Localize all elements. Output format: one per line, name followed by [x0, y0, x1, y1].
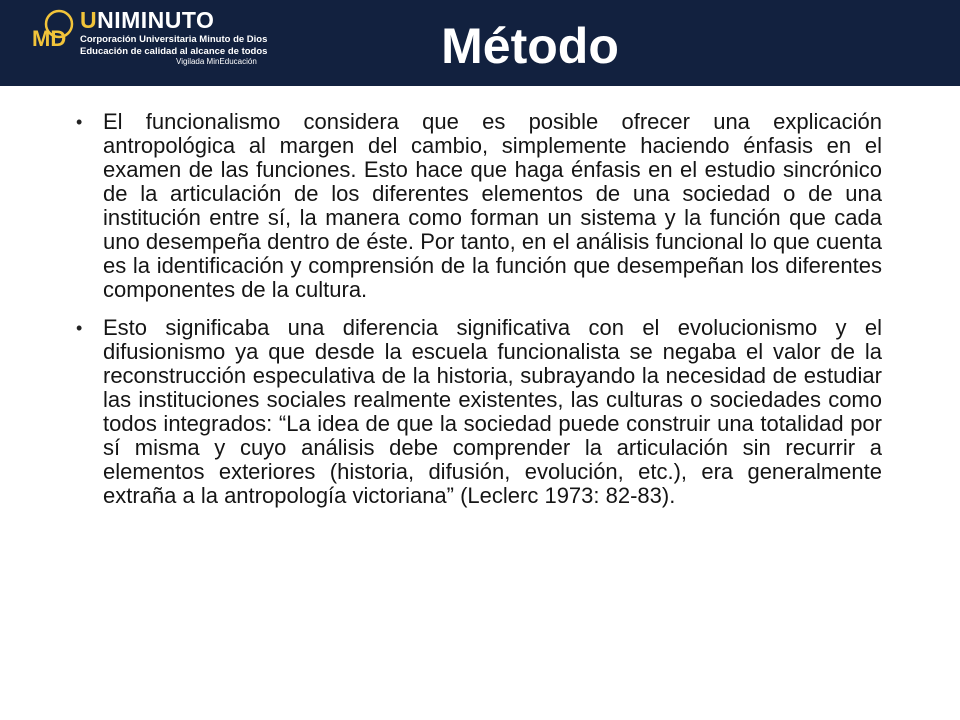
svg-text:MD: MD — [32, 26, 67, 51]
uniminuto-logo — [28, 7, 268, 69]
bullet-icon: • — [76, 112, 83, 132]
logo-text — [80, 9, 267, 66]
bullet-item — [76, 110, 882, 302]
logo-mark-icon — [28, 9, 76, 57]
logo-brand-rest: NIMINUTO — [97, 7, 215, 33]
logo-brand-initial: U — [80, 7, 98, 33]
logo-brand — [80, 9, 267, 32]
logo-line-3: Vigilada MinEducación — [176, 57, 257, 66]
slide-title: Método — [441, 18, 619, 74]
bullet-item — [76, 316, 882, 508]
header-bar — [0, 0, 960, 86]
logo-line-1: Corporación Universitaria Minuto de Dios — [80, 34, 268, 45]
bullet-text: Esto significaba una diferencia significativa con el evolucionismo y el difusionismo ya que desde la escuela funcionalista se negaba el valor de la reconstrucción especulativa de la historia, subrayando la necesidad de estudiar las instituciones sociales realmente existentes, las culturas o sociedades como todos integrados: “La idea de que la sociedad puede construir una totalidad por sí misma y cuyo análisis debe comprender la articulación sin recurrir a elementos exteriores (historia, difusión, evolución, etc.), era generalmente extraña a la antropología victoriana” (Leclerc 1973: 82-83). — [103, 315, 882, 508]
logo-line-2: Educación de calidad al alcance de todos — [80, 45, 268, 57]
bullet-icon: • — [76, 318, 83, 338]
bullet-text: El funcionalismo considera que es posible ofrecer una explicación antropológica al margen del cambio, simplemente haciendo énfasis en el examen de las funciones. Esto hace que haga énfasis en el estudio sincrónico de la articulación de los diferentes elementos de una sociedad o de una institución entre sí, la manera como forman un sistema y la función que cada uno desempeña dentro de éste. Por tanto, en el análisis funcional lo que cuenta es la identificación y comprensión de la función que desempeñan los diferentes componentes de la cultura. — [103, 109, 882, 302]
bullet-list — [76, 110, 882, 522]
